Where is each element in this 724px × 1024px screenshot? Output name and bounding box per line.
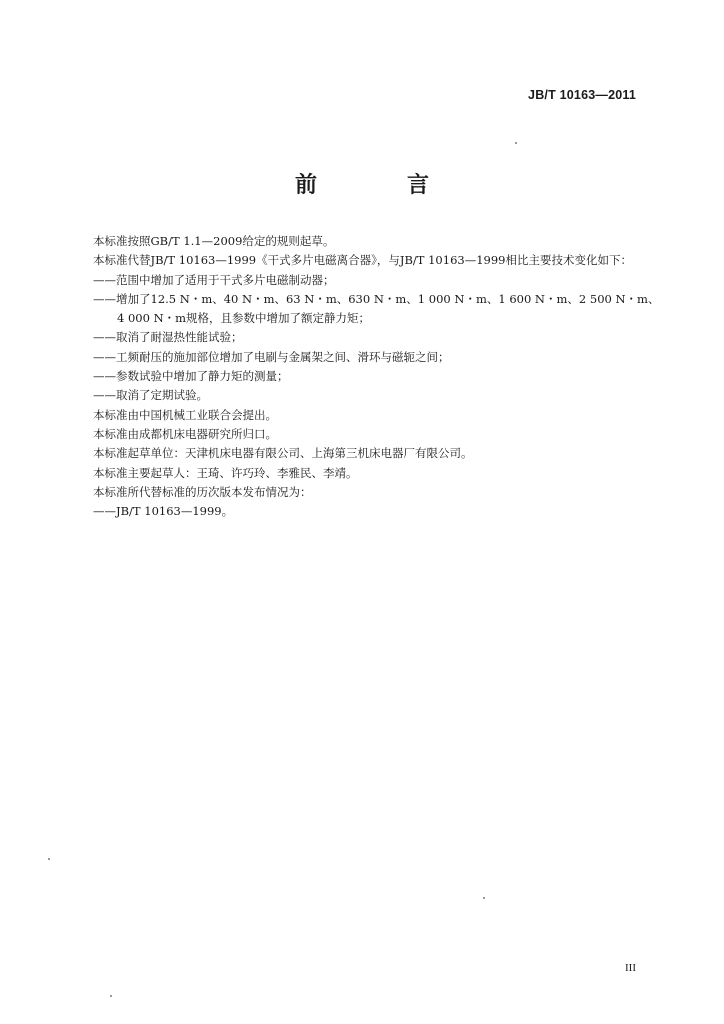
- section-title: 前 言: [294, 173, 463, 198]
- change-item-humidity-test: ——取消了耐湿热性能试验；: [93, 330, 243, 345]
- scan-speck: [48, 858, 50, 860]
- scan-speck: [515, 142, 517, 144]
- change-item-specs-continued: 4 000 N・m规格，且参数中增加了额定静力矩；: [117, 311, 371, 326]
- page-number: III: [625, 962, 636, 974]
- change-item-static-torque: ——参数试验中增加了静力矩的测量；: [93, 369, 289, 384]
- paragraph-drafting-rules: 本标准按照GB/T 1.1—2009给定的规则起草。: [93, 234, 335, 248]
- change-item-withstand-voltage: ——工频耐压的施加部位增加了电刷与金属架之间、滑环与磁轭之间；: [93, 349, 450, 364]
- scan-speck: [110, 995, 112, 997]
- paragraph-proposed-by: 本标准由中国机械工业联合会提出。: [93, 407, 277, 422]
- change-item-periodic-test: ——取消了定期试验。: [93, 388, 208, 403]
- paragraph-centralized-by: 本标准由成都机床电器研究所归口。: [93, 426, 277, 441]
- paragraph-drafting-units: 本标准起草单位：天津机床电器有限公司、上海第三机床电器厂有限公司。: [93, 446, 473, 461]
- change-item-specs: ——增加了12.5 N・m、40 N・m、63 N・m、630 N・m、1 000 N・m、1 600 N・m、2 500 N・m、: [93, 291, 660, 306]
- foreword-body: [93, 232, 660, 521]
- standard-code: JB/T 10163—2011: [528, 88, 636, 102]
- change-item-scope: ——范围中增加了适用于干式多片电磁制动器；: [93, 272, 335, 287]
- scan-speck: [483, 897, 485, 899]
- paragraph-previous-editions: 本标准所代替标准的历次版本发布情况为：: [93, 484, 312, 499]
- paragraph-main-drafters: 本标准主要起草人：王琦、许巧玲、李雅民、李靖。: [93, 465, 358, 480]
- paragraph-replacement: 本标准代替JB/T 10163—1999《干式多片电磁离合器》，与JB/T 10163—1999相比主要技术变化如下：: [93, 253, 632, 268]
- previous-edition-item: ——JB/T 10163—1999。: [93, 504, 234, 519]
